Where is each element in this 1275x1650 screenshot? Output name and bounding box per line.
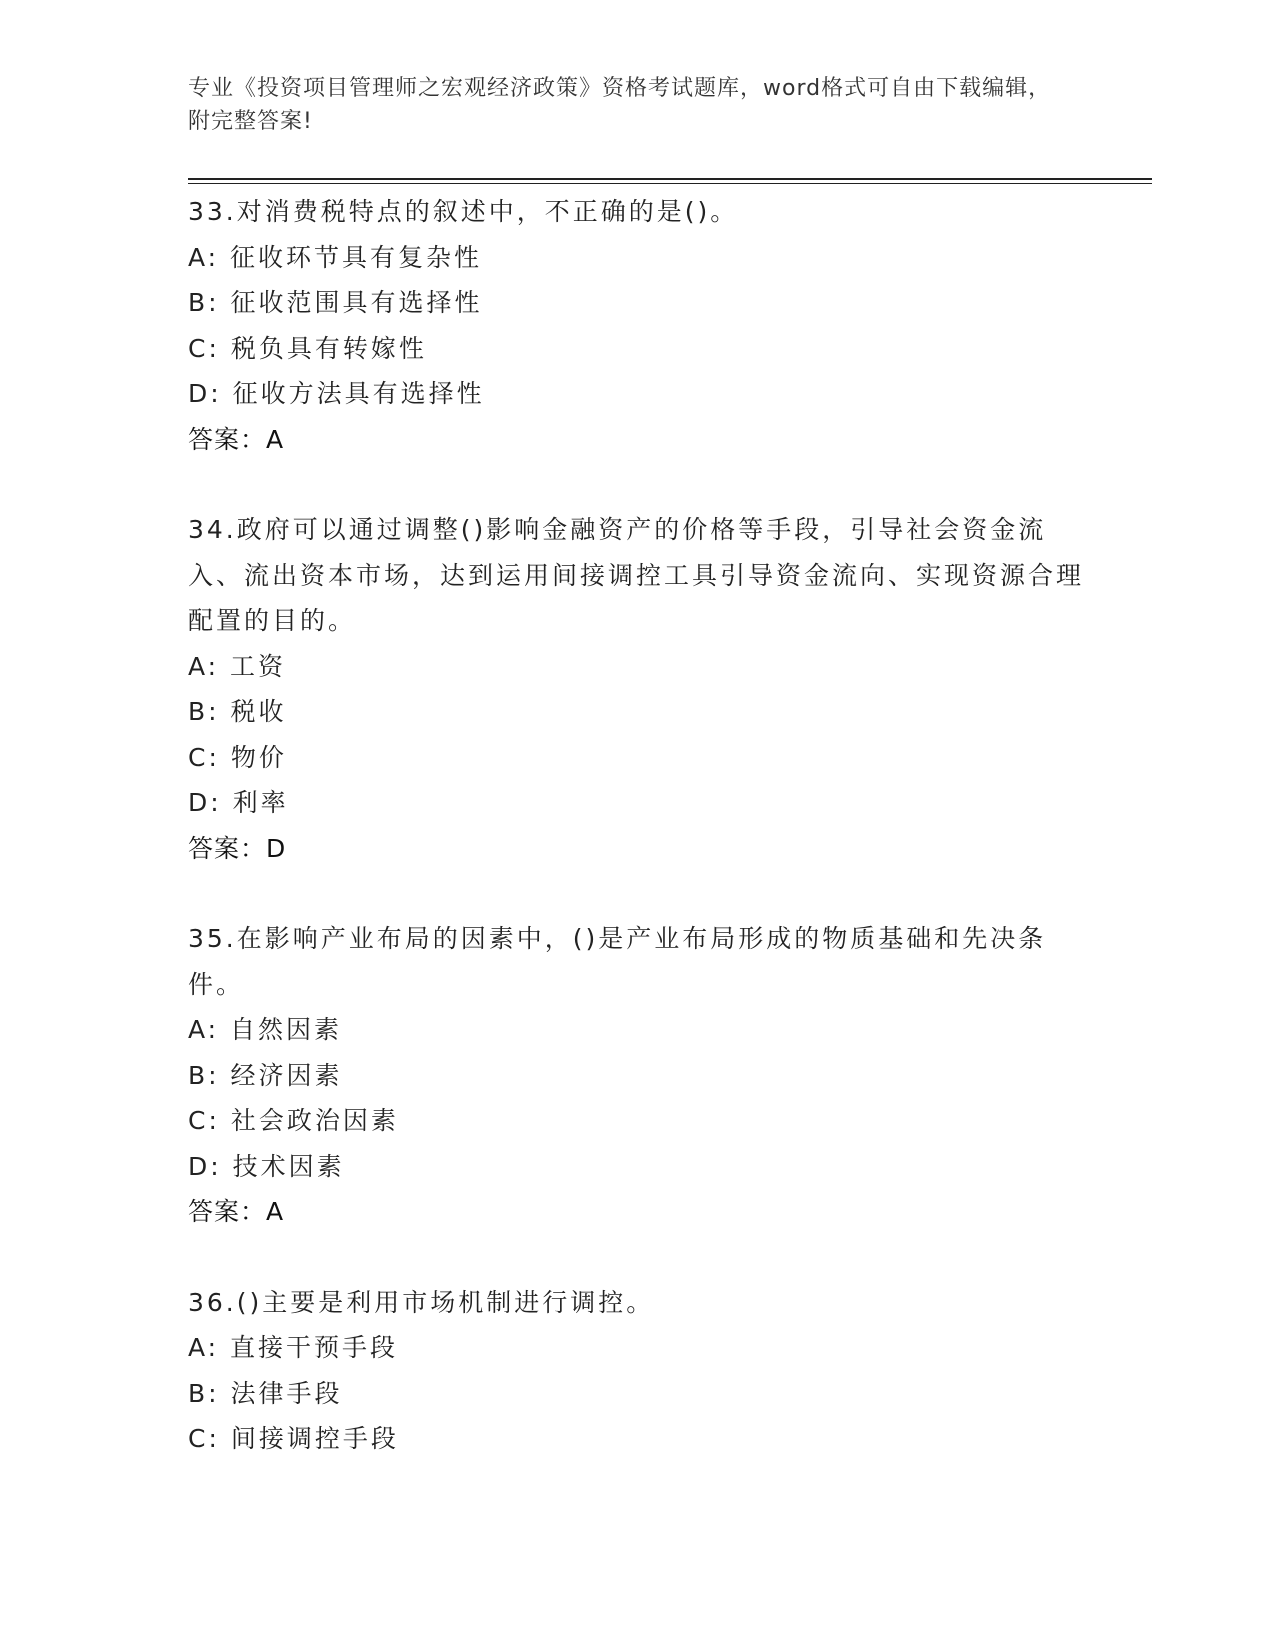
- option-d: D: 利率: [188, 788, 289, 817]
- option-d: D: 征收方法具有选择性: [188, 379, 485, 408]
- question-stem: 34.政府可以通过调整()影响金融资产的价格等手段，引导社会资金流入、流出资本市场，达到运用间接调控工具引导资金流向、实现资源合理配置的目的。: [188, 515, 1085, 635]
- option-c: C: 物价: [188, 742, 287, 772]
- option-b: B: 法律手段: [188, 1378, 343, 1408]
- question-36: [188, 1280, 1088, 1462]
- option-a: A: 工资: [188, 651, 287, 681]
- option-b: B: 征收范围具有选择性: [188, 288, 483, 317]
- question-34: [188, 507, 1088, 871]
- question-stem: 33.对消费税特点的叙述中，不正确的是()。: [188, 197, 739, 226]
- option-a: A: 直接干预手段: [188, 1333, 399, 1362]
- option-c: C: 社会政治因素: [188, 1106, 399, 1135]
- option-d: D: 技术因素: [188, 1151, 345, 1181]
- option-b: B: 经济因素: [188, 1060, 343, 1090]
- option-c: C: 税负具有转嫁性: [188, 333, 427, 363]
- question-stem: 36.()主要是利用市场机制进行调控。: [188, 1287, 655, 1317]
- option-b: B: 税收: [188, 697, 287, 726]
- question-33: [188, 189, 1088, 462]
- header-divider-thin: [188, 183, 1152, 184]
- option-c: C: 间接调控手段: [188, 1424, 399, 1453]
- option-a: A: 征收环节具有复杂性: [188, 242, 483, 272]
- question-35: [188, 916, 1088, 1235]
- answer-line: 答案：D: [188, 833, 287, 863]
- header-divider-thick: [188, 178, 1152, 180]
- document-header: 专业《投资项目管理师之宏观经济政策》资格考试题库，word格式可自由下载编辑，附完整答案!: [188, 76, 1052, 134]
- option-a: A: 自然因素: [188, 1015, 343, 1044]
- answer-line: 答案：A: [188, 1197, 285, 1226]
- question-stem: 35.在影响产业布局的因素中，()是产业布局形成的物质基础和先决条件。: [188, 924, 1047, 999]
- answer-line: 答案：A: [188, 424, 285, 454]
- question-list: [188, 189, 1088, 1507]
